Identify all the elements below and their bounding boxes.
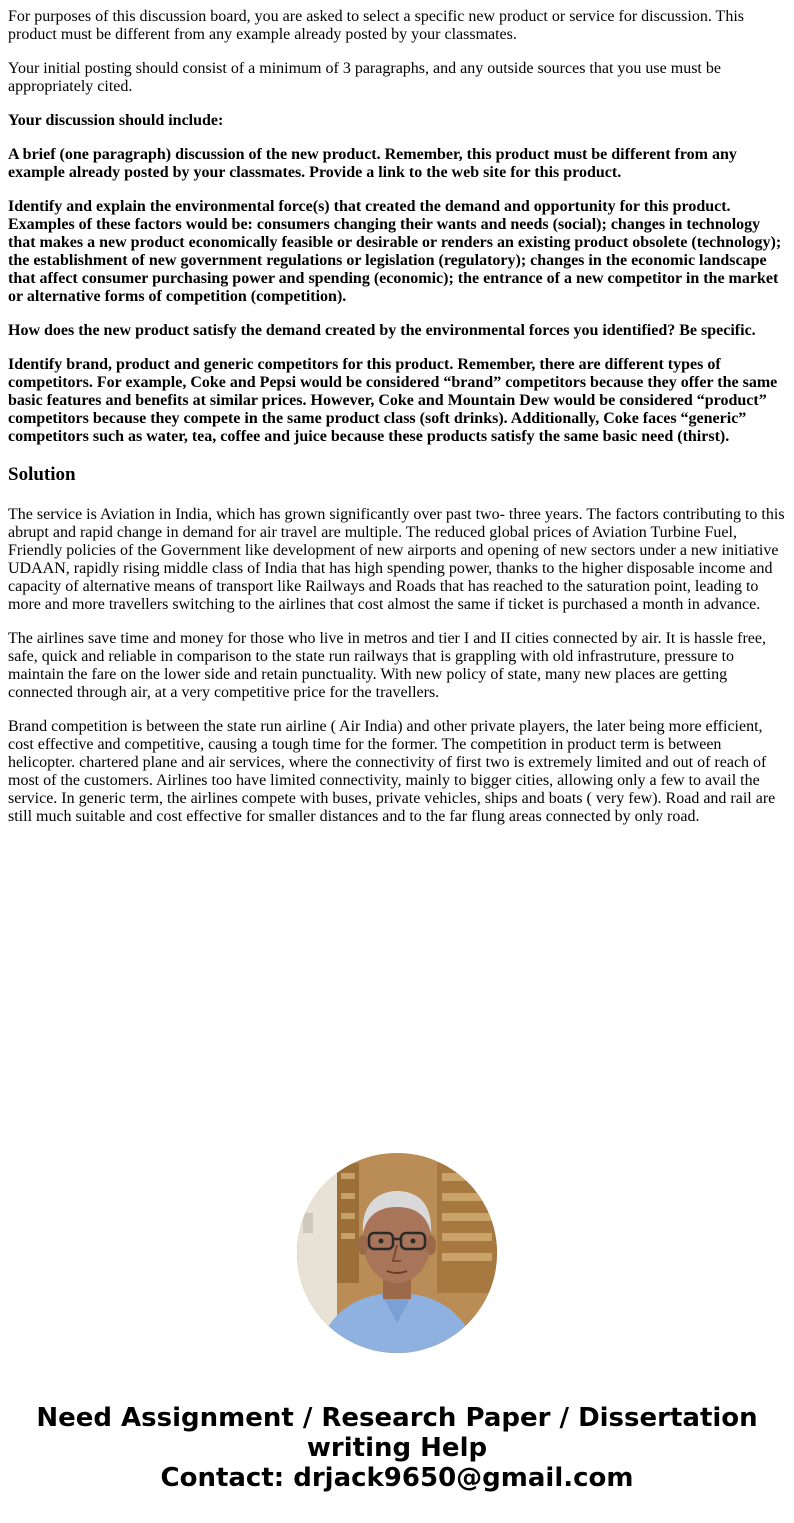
promo-contact: Contact: drjack9650@gmail.com xyxy=(160,1463,634,1493)
solution-paragraph: The service is Aviation in India, which has grown significantly over past two- three years. The factors contributing to this abrupt and rapid change in demand for air travel are multiple. The reduced global prices of Aviation Turbine Fuel, Friendly policies of the Government like development of new airports and opening of new sectors under a new initiative UDAAN, rapidly rising middle class of India that has high spending power, thanks to the higher disposable income and capacity of alternative means of transport like Railways and Roads that has reached to the saturation point, leading to more and more travellers switching to the airlines that cost almost the same if ticket is purchased a month in advance. xyxy=(8,506,785,613)
solution-section xyxy=(8,506,786,826)
author-portrait-icon xyxy=(297,1153,497,1353)
requirement-item: Identify and explain the environmental force(s) that created the demand and opportunity for this product. Examples of these factors would be: consumers changing their wants and needs (social); changes in technology that makes a new product economically feasible or desirable or renders an existing product obsolete (technology); the establishment of new government regulations or legislation (regulatory); changes in the economic landscape that affect consumer purchasing power and spending (economic); the entrance of a new competitor in the market or alternative forms of competition (competition). xyxy=(8,198,782,305)
requirement-item: Identify brand, product and generic competitors for this product. Remember, there are different types of competitors. For example, Coke and Pepsi would be considered “brand” competitors because they offer the same basic features and benefits at similar prices. However, Coke and Mountain Dew would be considered “product” competitors because they compete in the same product class (soft drinks). Additionally, Coke faces “generic” competitors such as water, tea, coffee and juice because these products satisfy the same basic need (thirst). xyxy=(8,356,778,445)
promo-line-2: writing Help xyxy=(306,1433,488,1463)
requirement-item: How does the new product satisfy the demand created by the environmental forces you identified? Be specific. xyxy=(8,322,756,339)
solution-paragraph: The airlines save time and money for those who live in metros and tier I and II cities connected by air. It is hassle free, safe, quick and reliable in comparison to the state run railways that is grappling with old infrastruture, pressure to maintain the fare on the lower side and retain punctuality. With new policy of state, many new places are getting connected through air, at a very competitive price for the travellers. xyxy=(8,630,766,701)
requirements-section xyxy=(8,112,786,446)
author-avatar xyxy=(297,1153,497,1353)
promo-banner xyxy=(0,1403,794,1493)
intro-paragraph-2: Your initial posting should consist of a minimum of 3 paragraphs, and any outside sources that you use must be appropriately cited. xyxy=(8,60,721,95)
requirement-item: A brief (one paragraph) discussion of the new product. Remember, this product must be different from any example already posted by your classmates. Provide a link to the web site for this product. xyxy=(8,146,737,181)
solution-heading: Solution xyxy=(8,464,76,485)
document-body xyxy=(8,0,786,842)
requirements-heading: Your discussion should include: xyxy=(8,112,224,129)
solution-paragraph: Brand competition is between the state run airline ( Air India) and other private players, the later being more efficient, cost effective and competitive, causing a tough time for the former. The competition in product term is between helicopter. chartered plane and air services, where the connectivity of first two is extremely limited and out of reach of most of the customers. Airlines too have limited connectivity, mainly to bigger cities, allowing only a few to avail the service. In generic term, the airlines compete with buses, private vehicles, ships and boats ( very few). Road and rail are still much suitable and cost effective for smaller distances and to the far flung areas connected by only road. xyxy=(8,718,776,825)
intro-paragraph-1: For purposes of this discussion board, you are asked to select a specific new product or service for discussion. This product must be different from any example already posted by your classmates. xyxy=(8,8,744,43)
promo-line-1: Need Assignment / Research Paper / Dissertation xyxy=(36,1403,758,1433)
